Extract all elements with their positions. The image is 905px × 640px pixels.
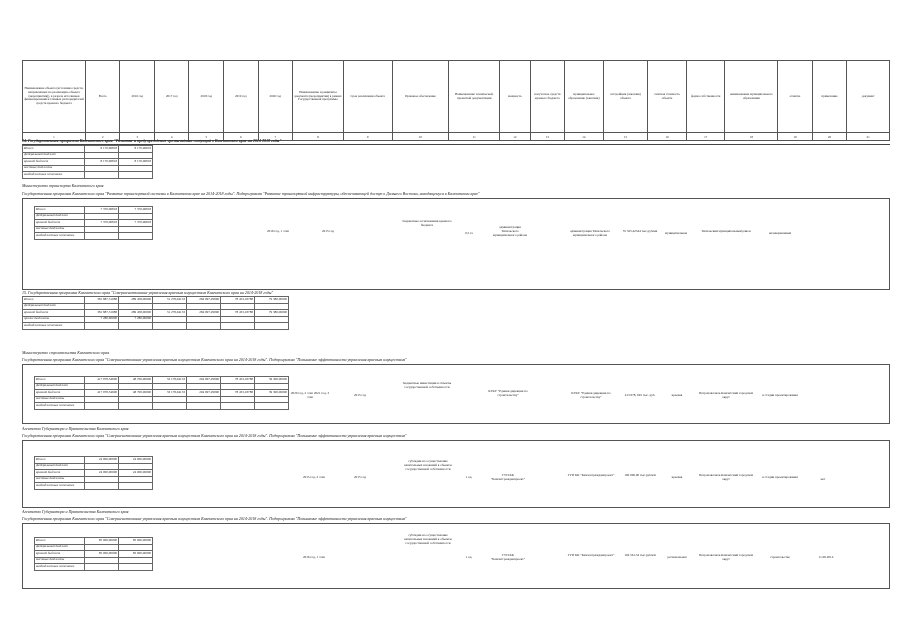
col-header: 2019 год [224,61,259,133]
table-row [35,483,153,490]
col-number: 15 [603,133,648,141]
col-header: получатель средств краевого бюджета [530,61,565,133]
col-number: 11 [449,133,500,141]
row-value: 78 453,18788 [221,377,255,384]
row-value: 8 170,06818 [119,146,153,153]
row-label: краевой бюджет [35,551,85,558]
col-number: 9 [343,133,392,141]
col-header: Наименование технической, проектной документации [449,61,500,133]
row-value: 24 000,00000 [85,457,119,464]
col-number: 13 [530,133,565,141]
ownership: краевая [671,476,683,479]
section-subtitle: Государственная программа Камчатского края "Совершенствование управления краевым имуществом Камчатского края на 2014-2018 годы". Подпрограмма "Повышение эффективности управления краевым имуществом" [22,358,407,362]
col-number: 19 [778,133,813,141]
funding-table [34,456,153,490]
section-title: 15. Государственная программа Камчатского края "Совершенствование управления краевым имуществом Камчатского края на 2014-2018 годы" [22,291,274,295]
section-title: Министерство транспорта Камчатского края [22,184,104,188]
row-value: 8 170,06818 [85,159,119,166]
recipient: КГКУ "Единая дирекция по строительству" [488,390,528,397]
row-label: прочие бюджеты [23,316,85,323]
row-label: краевой бюджет [23,159,85,166]
row-label: Итого [23,146,85,153]
col-number: 2 [85,133,120,141]
row-value: 39 300,00000 [255,377,289,384]
row-label: внебюджетные источники [35,233,85,240]
implementation-term: 2016 год, 1 этап [302,556,326,559]
row-label: Итого [35,377,85,384]
capacity: 1 ед. [465,556,473,559]
col-number: 16 [648,133,687,141]
col-number: 20 [812,133,847,141]
row-value: 7 280,00000 [119,316,153,323]
doc-year: 2015 год [322,230,334,233]
row-value: 381 887,31088 [85,297,119,304]
capacity: 1 ед. [465,476,473,479]
row-value: 48 700,00000 [119,377,153,384]
legal-basis: субсидии на осуществление капитальных вложений в объекты государственной собственности [404,460,452,471]
section-title: Министерство строительства Камчатского края [22,351,110,355]
row-value: 289 458,00000 [119,310,153,317]
status: в стадии проектирования [762,476,798,479]
row-value: 417 978,54600 [85,390,119,397]
col-header: Наименование и реквизиты документа (мероприятия) в рамках Государственной программы [293,61,344,133]
row-value: 8 170,06818 [85,146,119,153]
row-value: 39 300,00000 [255,390,289,397]
col-number: 6 [224,133,259,141]
col-number: 5 [189,133,224,141]
col-header: наименование муниципального образования [725,61,778,133]
col-header: документ [847,61,890,133]
municipality: Петропавловск-Камчатский городской округ [698,554,754,561]
row-value: 7 370,06818 [85,220,119,227]
row-label: федеральный бюджет [35,383,85,390]
col-header: форма собственности [686,61,725,133]
implementation-term: 2015 год, 2 этап [302,476,326,479]
row-value: 78 453,18788 [221,297,255,304]
legal-basis: бюджетные инвестиции в объекты государственной собственности [402,382,452,389]
col-number: 14 [565,133,604,141]
status: в стадии проектирования [762,394,798,397]
row-label: Итого [35,207,85,214]
section-title: 14. Государственная программа Камчатского края "Развитие и предупреждение чрезвычайных ситуаций в Камчатском крае на 2014-2018 годы" [22,139,282,143]
row-value: 204 097,29990 [187,377,221,384]
municipality: Петропавловск-Камчатский городской округ [698,474,754,481]
ownership: краевая [671,394,683,397]
legal-basis: субсидии на осуществление капитальных вложений в объекты государственной собственности [404,534,452,545]
col-number: 10 [392,133,449,141]
row-value: 7 370,06818 [119,207,153,214]
row-value: 204 097,29990 [187,390,221,397]
doc-year: 2015 год [354,394,366,397]
row-label: краевой бюджет [35,470,85,477]
row-label: Итого [23,297,85,304]
row-value: 85 000,00000 [119,538,153,545]
col-header: Срок реализации объекта [343,61,392,133]
row-label: внебюджетные источники [23,323,85,330]
table-row [23,172,153,179]
row-label: федеральный бюджет [35,213,85,220]
row-value: 24 000,00000 [119,470,153,477]
row-value: 85 000,00000 [85,551,119,558]
row-label: федеральный бюджет [35,544,85,551]
funding-table [22,145,153,179]
row-label: внебюджетные источники [35,483,85,490]
row-label: Итого [35,538,85,545]
row-value: 24 000,00000 [119,457,153,464]
row-label: федеральный бюджет [23,303,85,310]
recipient: администрация Тигильского муниципального района [492,226,528,237]
funding-table [34,537,153,571]
table-row [35,403,289,410]
col-number: 18 [725,133,778,141]
row-value: 31 278,04133 [153,297,187,304]
estimate-cost: 35 325,42544 тыс.рублей [622,230,658,233]
estimate-cost: 104 561,54 тыс.рублей [624,554,656,557]
section-title: Агентство Губернатора и Правительства Камчатского края [22,427,129,431]
row-value: 284 097,29990 [187,297,221,304]
funding-table [22,296,289,330]
col-header: 2017 год [154,61,189,133]
row-value: 7 280,00000 [85,316,119,323]
doc-year: 2015 год [354,476,366,479]
col-number: 3 [120,133,155,141]
status: строительство [769,556,791,559]
col-header: Наименование объекта (источника средств, направленных на реализацию объекта (мероприятия)), в разрезе источников финансирования и главных распорядителей средств краевого бюджета [23,61,86,133]
ownership: региональная [667,556,687,559]
row-value: 85 000,00000 [119,551,153,558]
row-value: 289 458,00000 [119,297,153,304]
col-number: 12 [500,133,530,141]
recipient: ГУП КК "Камчатгражданпроект" [490,554,526,561]
implementation-term: 2016 год, 1 этап [266,230,290,233]
row-value: 417 978,54600 [85,377,119,384]
row-label: федеральный бюджет [35,463,85,470]
col-header: 2018 год [189,61,224,133]
col-number: 8 [293,133,344,141]
legal-basis: бюджетные ассигнования краевого бюджета [402,220,452,227]
recipient: ГУП КК "Камчатгражданпроект" [490,474,526,481]
row-value: 24 000,00000 [85,470,119,477]
developer: КГКУ "Единая дирекция по строительству" [571,392,611,399]
row-value: 7 370,06818 [85,207,119,214]
col-number: 4 [154,133,189,141]
status: незавершенный [768,232,792,235]
ownership: муниципальная [665,232,687,235]
row-value: 33 178,04133 [153,390,187,397]
funding-table [34,206,153,240]
municipality: Тигильский муниципальный район [701,230,751,233]
col-number: 1 [23,133,86,141]
row-value: 78 453,18788 [221,310,255,317]
row-value: 33 178,04133 [153,377,187,384]
row-label: местные бюджеты [35,476,85,483]
col-header: 2020 год [258,61,293,133]
document-page [22,60,890,622]
table-row [35,564,153,571]
date: 11.06.2014 [818,556,834,559]
row-label: краевой бюджет [23,310,85,317]
developer: ГУП КК "Камчатгражданпроект" [567,474,615,477]
row-label: местные бюджеты [35,226,85,233]
column-header-table [22,60,890,141]
table-row [23,323,289,330]
col-number: 7 [258,133,293,141]
row-value: 7 370,06818 [119,220,153,227]
row-label: краевой бюджет [35,220,85,227]
section-title: Агентство Губернатора и Правительства Камчатского края [22,510,129,514]
row-label: внебюджетные источники [23,172,85,179]
col-number: 17 [686,133,725,141]
col-header: отметка [778,61,813,133]
row-label: внебюджетные источники [35,403,85,410]
col-header: 2016 год [120,61,155,133]
row-value: 79 380,00000 [255,310,289,317]
row-value: 284 097,29990 [187,310,221,317]
table-row [35,233,153,240]
developer: ГУП КК "Камчатгражданпроект" [567,554,615,557]
col-header: мощность [500,61,530,133]
row-value: 79 380,00000 [255,297,289,304]
funding-table [34,376,289,410]
col-header: Всего [85,61,120,133]
estimate-cost: 413 678, 945 тыс. руб. [624,394,656,397]
row-value: 31 278,04133 [153,310,187,317]
mark: нет [820,478,826,481]
col-number: 21 [847,133,890,141]
col-header: застройщик (заказчик) объекта [603,61,648,133]
row-label: внебюджетные источники [35,564,85,571]
implementation-term: 2020 год, 2 этап 2021 год, 3 этап [290,392,330,399]
section-subtitle: Государственная программа Камчатского края "Совершенствование управления краевым имуществом Камчатского края на 2014-2018 годы". Подпрограмма "Повышение эффективности управления краевым имуществом" [22,434,407,438]
col-header: примечание [812,61,847,133]
col-header: муниципальное образование (заказчик) [565,61,604,133]
row-value: 48 700,00000 [119,390,153,397]
estimate-cost: 100 000,00 тыс.рублей [624,474,656,477]
col-header: Правовое обеспечение [392,61,449,133]
row-value: 8 170,06818 [119,159,153,166]
municipality: Петропавловск-Камчатский городской округ [698,392,754,399]
row-label: федеральный бюджет [23,152,85,159]
row-label: краевой бюджет [35,390,85,397]
section-subtitle: Государственная программа Камчатского края "Совершенствование управления краевым имуществом Камчатского края на 2014-2018 годы". Подпрограмма "Повышение эффективности управления краевым имуществом" [22,517,407,521]
row-label: Итого [35,457,85,464]
row-label: местные бюджеты [35,396,85,403]
row-value: 381 887,31088 [85,310,119,317]
section-subtitle: Государственная программа Камчатского края "Развитие транспортной системы в Камчатском крае на 2014-2018 годы". Подпрограмма "Развитие транспортной инфраструктуры, обеспечивающей доступ к Дальнего Востока, находящемуся в Камчатском крае" [22,192,480,196]
row-label: местные бюджеты [23,165,85,172]
col-header: сметная стоимость объекта [648,61,687,133]
row-label: местные бюджеты [35,557,85,564]
developer: администрация Тигильского муниципального района [570,230,610,237]
row-value: 78 453,18788 [221,390,255,397]
row-value: 85 000,00000 [85,538,119,545]
capacity: 0,5 га [465,232,473,235]
